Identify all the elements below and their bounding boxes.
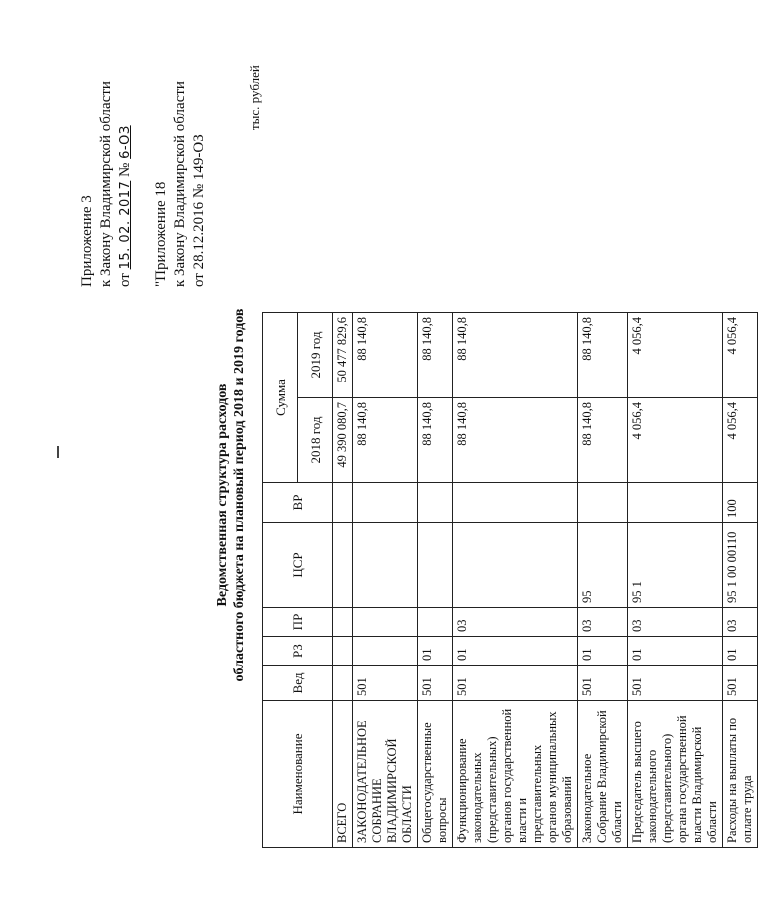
table-row — [353, 313, 418, 848]
col-header-2018: 2018 год — [298, 398, 333, 483]
row-rz: 01 — [578, 637, 628, 666]
row-name: ЗАКОНОДАТЕЛЬНОЕ СОБРАНИЕ ВЛАДИМИРСКОЙ ОБЛАСТИ — [353, 701, 418, 848]
attachment-date-line — [116, 81, 135, 287]
number-prefix: № — [117, 162, 133, 177]
col-header-ved: Вед — [263, 666, 333, 701]
row-rz — [333, 637, 353, 666]
row-csr — [333, 523, 353, 608]
row-name: Законодательное Собрание Владимирской области — [578, 701, 628, 848]
row-csr: 95 — [578, 523, 628, 608]
title-line-2: областного бюджета на плановый период 2018 и 2019 годов — [232, 308, 247, 682]
row-sum-2019: 50 477 829,6 — [333, 313, 353, 398]
row-csr — [418, 523, 453, 608]
row-rz: 01 — [723, 637, 758, 666]
table-row — [418, 313, 453, 848]
table-row — [628, 313, 723, 848]
expenditure-table — [262, 312, 758, 848]
prior-attachment-date: от 28.12.2016 № 149-ОЗ — [191, 134, 207, 287]
row-csr: 95 1 — [628, 523, 723, 608]
row-sum-2019: 88 140,8 — [453, 313, 578, 398]
row-sum-2019: 88 140,8 — [578, 313, 628, 398]
row-pr: 03 — [628, 608, 723, 637]
col-header-pr: ПР — [263, 608, 333, 637]
row-vr: 100 — [723, 483, 758, 523]
row-ved: 501 — [453, 666, 578, 701]
units-label: тыс. рублей — [247, 65, 262, 130]
row-pr — [418, 608, 453, 637]
prior-attachment-law: к Закону Владимирской области — [172, 81, 188, 287]
col-header-vr: ВР — [263, 483, 333, 523]
row-sum-2019: 4 056,4 — [628, 313, 723, 398]
row-rz — [353, 637, 418, 666]
row-ved: 501 — [628, 666, 723, 701]
row-sum-2018: 4 056,4 — [628, 398, 723, 483]
row-name: Функционирование законодательных (представительных) органов государственной власти и представительных органов муниципальных образований — [453, 701, 578, 848]
row-vr — [418, 483, 453, 523]
row-vr — [453, 483, 578, 523]
table-row — [453, 313, 578, 848]
col-header-csr: ЦСР — [263, 523, 333, 608]
row-vr — [628, 483, 723, 523]
row-pr — [333, 608, 353, 637]
date-prefix: от — [117, 273, 133, 287]
row-ved: 501 — [353, 666, 418, 701]
row-csr — [453, 523, 578, 608]
row-name: Общегосударственные вопросы — [418, 701, 453, 848]
row-rz: 01 — [418, 637, 453, 666]
attachment-law: к Закону Владимирской области — [98, 81, 114, 287]
row-name: Расходы на выплаты по оплате труда — [723, 701, 758, 848]
row-ved: 501 — [723, 666, 758, 701]
table-row — [723, 313, 758, 848]
row-ved — [333, 666, 353, 701]
row-pr — [353, 608, 418, 637]
row-ved: 501 — [578, 666, 628, 701]
row-sum-2018: 4 056,4 — [723, 398, 758, 483]
col-header-name: Наименование — [263, 701, 333, 848]
row-rz: 01 — [628, 637, 723, 666]
row-vr — [333, 483, 353, 523]
handwritten-date: 15. 02. 2017 — [118, 180, 133, 270]
table-row — [578, 313, 628, 848]
row-csr: 95 1 00 00110 — [723, 523, 758, 608]
row-sum-2018: 88 140,8 — [418, 398, 453, 483]
col-header-rz: РЗ — [263, 637, 333, 666]
row-sum-2018: 49 390 080,7 — [333, 398, 353, 483]
prior-attachment-header — [152, 81, 209, 287]
row-rz: 01 — [453, 637, 578, 666]
row-csr — [353, 523, 418, 608]
row-name: ВСЕГО — [333, 701, 353, 848]
row-vr — [353, 483, 418, 523]
row-sum-2018: 88 140,8 — [453, 398, 578, 483]
row-ved: 501 — [418, 666, 453, 701]
row-pr: 03 — [578, 608, 628, 637]
row-pr: 03 — [453, 608, 578, 637]
title-line-1: Ведомственная структура расходов — [215, 383, 230, 607]
row-name: Председатель высшего законодательного (представительного) органа государственной власти Владимирской области — [628, 701, 723, 848]
row-sum-2018: 88 140,8 — [578, 398, 628, 483]
row-sum-2019: 88 140,8 — [353, 313, 418, 398]
row-vr — [578, 483, 628, 523]
col-header-2019: 2019 год — [298, 313, 333, 398]
prior-attachment-number: "Приложение 18 — [153, 181, 169, 287]
row-sum-2019: 4 056,4 — [723, 313, 758, 398]
row-sum-2019: 88 140,8 — [418, 313, 453, 398]
stray-mark — [57, 446, 59, 458]
attachment-number: Приложение 3 — [79, 195, 95, 287]
table-row — [333, 313, 353, 848]
document-title — [214, 205, 248, 785]
row-pr: 03 — [723, 608, 758, 637]
handwritten-number: 6-ОЗ — [118, 125, 133, 159]
row-sum-2018: 88 140,8 — [353, 398, 418, 483]
col-header-sum: Сумма — [263, 313, 298, 483]
attachment-header — [78, 81, 135, 287]
